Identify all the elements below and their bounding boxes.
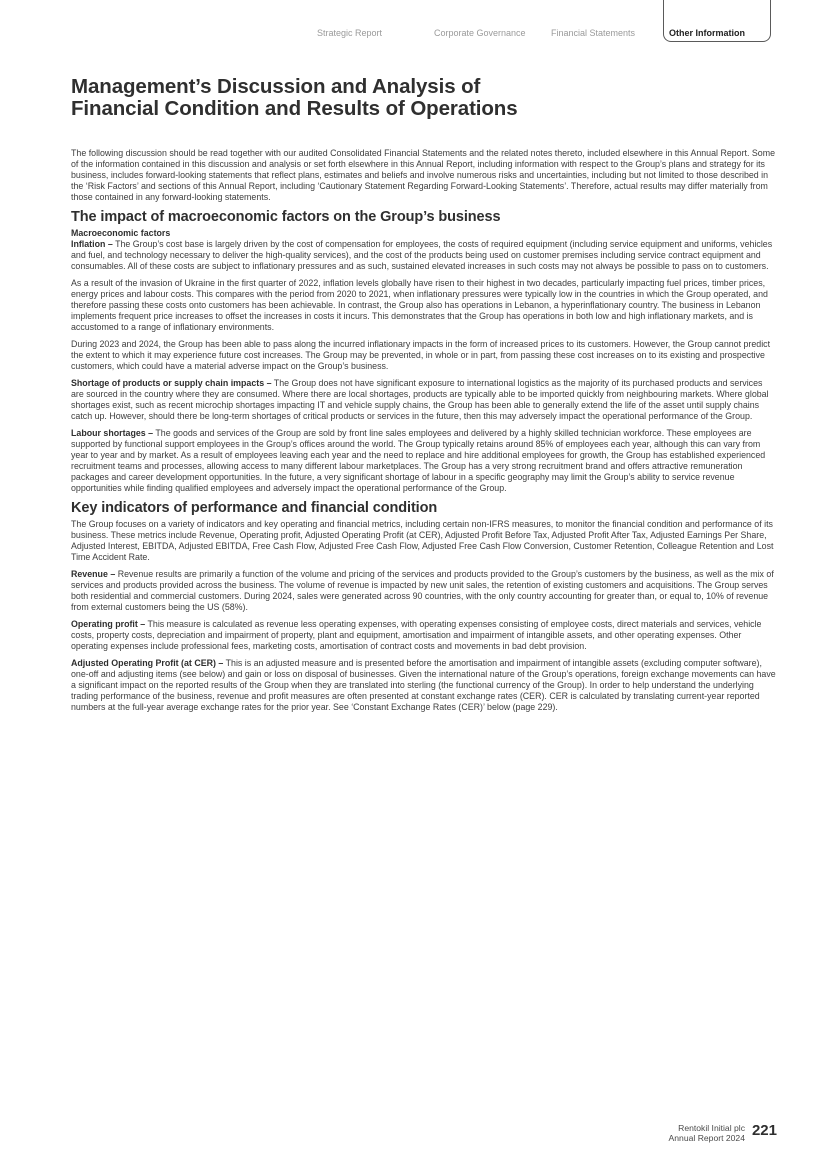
text-operating-profit: This measure is calculated as revenue less operating expenses, with operating expenses consisting of employee costs, direct materials and services, vehicle costs, property costs, depreciation and impairment of property, plant and equipment, amortisation and impairment of intangible assets, and other operating expenses. Other operating expenses include professional fees, marketing costs, amortisation of contract costs and movements in bad debt provision. xyxy=(71,618,762,651)
intro-paragraph: The following discussion should be read together with our audited Consolidated Financial Statements and the related notes thereto, included elsewhere in this Annual Report. Some of the information contained in this discussion and analysis or set forth elsewhere in this Annual Report, including information with respect to the Group’s plans and strategy for its business, includes forward-looking statements that reflect plans, estimates and beliefs and involve numerous risks and uncertainties, including but not limited to those described in the ‘Risk Factors’ and sections of this Annual Report, including ‘Cautionary Statement Regarding Forward-Looking Statements’. Therefore, actual results may differ materially from those contained in any forward-looking statements. xyxy=(71,148,776,202)
tab-other-information[interactable] xyxy=(663,0,771,42)
paragraph-key-indicators: The Group focuses on a variety of indicators and key operating and financial metrics, including certain non-IFRS measures, to monitor the financial condition and performance of its business. These metrics include Revenue, Operating profit, Adjusted Operating Profit (at CER), Adjusted Profit Before Tax, Adjusted Profit After Tax, Adjusted Earnings Per Share, Adjusted Interest, EBITDA, Adjusted EBITDA, Free Cash Flow, Adjusted Free Cash Flow, Adjusted Free Cash Flow Conversion, Customer Retention, Colleague Retention and Lost Time Accident Rate. xyxy=(71,518,774,562)
paragraph-revenue xyxy=(71,569,777,613)
tab-corporate-governance[interactable]: Corporate Governance xyxy=(434,28,526,38)
paragraph-operating-profit xyxy=(71,619,777,652)
paragraph-adjusted-operating-profit xyxy=(71,658,777,713)
paragraph-labour xyxy=(71,428,777,493)
paragraph-ukraine-inflation: As a result of the invasion of Ukraine in the first quarter of 2022, inflation levels globally have risen to their highest in two decades, particularly impacting fuel prices, timber prices, energy prices and labour costs. This compares with the period from 2020 to 2021, when inflationary pressures were typically low in the countries in which the Group operated, and therefore passing these costs onto customers has been achievable. In contrast, the Group also has operations in Lebanon, a hyperinflationary country. The business in Lebanon implements frequent price increases to offset the increases in costs it incurs. This demonstrates that the Group has operations in both low and high inflationary markets, and is accustomed to a range of inflationary environments. xyxy=(71,277,768,332)
footer-company: Rentokil Initial plc xyxy=(678,1123,745,1133)
section-heading-key-indicators: Key indicators of performance and financial condition xyxy=(71,499,438,516)
main-content xyxy=(71,148,777,719)
text-inflation: The Group’s cost base is largely driven by the cost of compensation for employees, the costs of required equipment (including service equipment and uniforms, vehicles and fuel, and technology necessary to deliver the high-quality services), and the cost of the products being used on customer premises including service contract equipment and consumables. All of these costs are subject to inflationary pressures and as such, sustained elevated increases in such costs may not always be possible to pass on to customers. xyxy=(71,238,773,271)
page-title xyxy=(71,76,691,119)
label-inflation: Inflation – xyxy=(71,238,113,249)
page-title-line1: Management’s Discussion and Analysis of xyxy=(71,75,481,98)
tab-strategic-report[interactable]: Strategic Report xyxy=(317,28,383,38)
text-adjusted-operating-profit: This is an adjusted measure and is presented before the amortisation and impairment of intangible assets (excluding computer software), one-off and adjusting items (see below) and gain or loss on disposal of businesses. Given the international nature of the Group’s operations, foreign exchange movements can have a significant impact on the reported results of the Group when they are translated into sterling (the functional currency of the Group). In order to help understand the underlying trading performance of the business, revenue and profit measures are often presented at constant exchange rates (CER). CER is calculated by translating current-year reported numbers at the full-year average exchange rates for the prior year. See ‘Constant Exchange Rates (CER)’ below (page 229). xyxy=(71,657,776,712)
tab-other-information-label: Other Information xyxy=(669,28,745,38)
subheading-macroeconomic-factors: Macroeconomic factors xyxy=(71,227,171,238)
footer-report: Annual Report 2024 xyxy=(668,1133,745,1143)
paragraph-inflation xyxy=(71,239,777,272)
page-title-line2: Financial Condition and Results of Operations xyxy=(71,96,518,120)
text-revenue: Revenue results are primarily a function of the volume and pricing of the services and products provided to the Group’s customers by the business, as well as the mix of services and products provided across the business. The volume of revenue is impacted by new unit sales, the retention of existing customers and acquisitions. The Group serves both residential and commercial customers. During 2024, sales were generated across 90 countries, with the only country accounting for greater than, or equal to, 10% of revenue from external customers being the US (58%). xyxy=(71,568,774,612)
text-supply-chain: The Group does not have significant exposure to international logistics as the majority of its purchased products and services are sourced in the country where they are consumed. Where there are local shortages, products are typically able to be imported quickly from neighbouring markets. Where global shortages exist, such as recent microchip shortages impacting IT and vehicle supply chains, the Group has been able to generally extend the life of the asset until supply chains catch up. However, should there be long-term shortages of critical products or services in the future, then this may adversely impact the operational performance of the Group. xyxy=(71,377,769,421)
page-number: 221 xyxy=(751,1122,777,1139)
label-adjusted-operating-profit: Adjusted Operating Profit (at CER) – xyxy=(71,657,224,668)
section-heading-macroeconomic: The impact of macroeconomic factors on the Group’s business xyxy=(71,208,501,225)
paragraph-price-increases: During 2023 and 2024, the Group has been able to pass along the incurred inflationary impacts in the form of increased prices to its customers. However, the Group cannot predict the extent to which it may experience future cost increases. The Group may be prevented, in whole or in part, from passing these cost increases on to its existing and prospective customers, which could have a material adverse impact on the Group’s business. xyxy=(71,338,771,371)
paragraph-supply-chain xyxy=(71,378,777,422)
label-labour: Labour shortages – xyxy=(71,427,154,438)
tab-financial-statements[interactable]: Financial Statements xyxy=(551,28,636,38)
section-nav xyxy=(0,0,825,46)
text-labour: The goods and services of the Group are sold by front line sales employees and delivered by a highly skilled technician workforce. These employees are supported by functional support employees in the Group’s offices around the world. The Group typically retains around 85% of employees each year, although this can vary from year to year and by market. As a result of employees leaving each year and the need to replace and hire additional employees for growth, the Group has established experienced recruitment teams and processes, allowing access to many different labour marketplaces. The Group has a very strong recruitment brand and offers attractive remuneration packages and career development opportunities. In the future, a very significant shortage of labour in a specific geography may limit the Group’s ability to service revenue opportunities while finding qualified employees and adversely impact the operational performance of the Group. xyxy=(71,427,766,493)
footer-report-info xyxy=(605,1123,745,1143)
label-revenue: Revenue – xyxy=(71,568,116,579)
label-operating-profit: Operating profit – xyxy=(71,618,146,629)
label-supply-chain: Shortage of products or supply chain impacts – xyxy=(71,377,272,388)
